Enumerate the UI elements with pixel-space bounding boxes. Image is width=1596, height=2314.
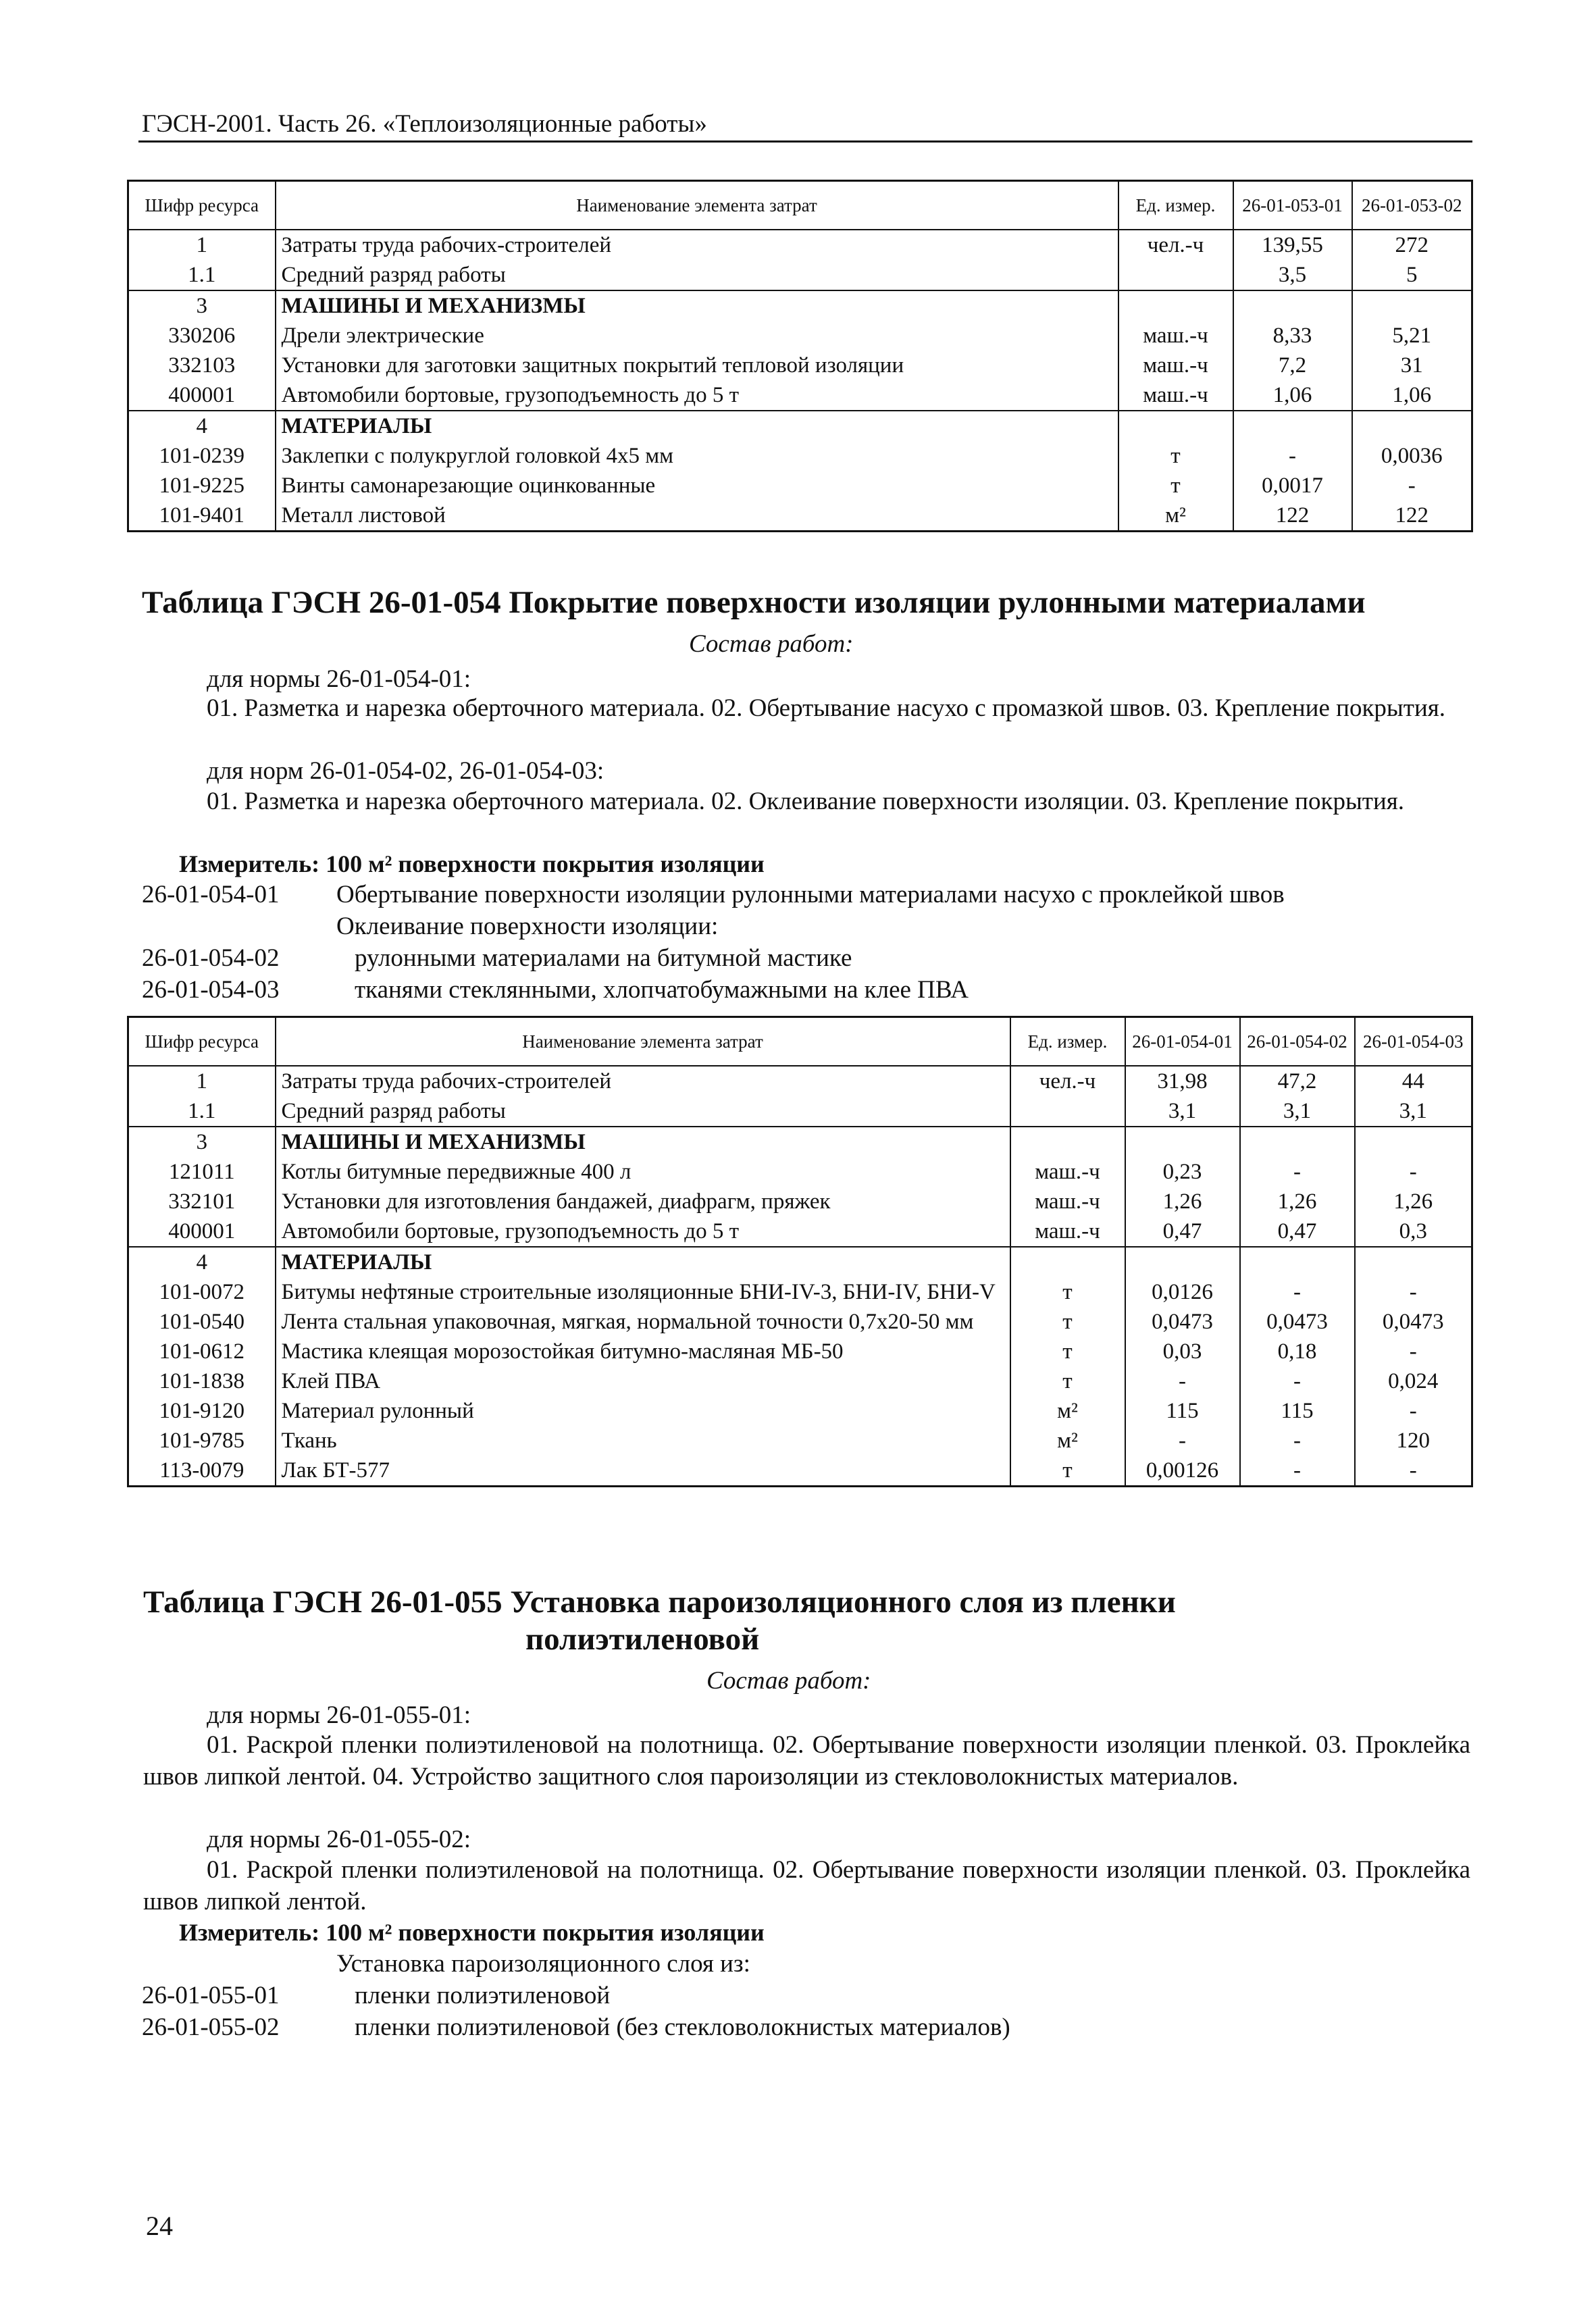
cell-value: 0,47 [1125, 1216, 1240, 1247]
cell-value: - [1240, 1456, 1355, 1487]
cell-unit: маш.-ч [1010, 1187, 1125, 1216]
header-rule [138, 140, 1472, 143]
norm-description: тканями стеклянными, хлопчатобумажными на клее ПВА [355, 976, 969, 1004]
cell-value: 0,024 [1355, 1366, 1472, 1396]
measure-unit: Измеритель: 100 м² поверхности покрытия изоляции [179, 1919, 765, 1946]
norm-label: для нормы 26-01-055-01: [207, 1701, 471, 1729]
cell-value: 0,47 [1240, 1216, 1355, 1247]
table-row [128, 1396, 1472, 1426]
table-row [128, 1456, 1472, 1487]
cell-value [1240, 1247, 1355, 1277]
resource-table-053 [127, 180, 1473, 532]
cell-value: 47,2 [1240, 1066, 1355, 1096]
cell-value [1352, 411, 1472, 441]
cell-code: 3 [128, 290, 276, 321]
cell-unit: т [1010, 1337, 1125, 1366]
col-header-unit: Ед. измер. [1010, 1017, 1125, 1066]
table-row [128, 1366, 1472, 1396]
table-row [128, 1337, 1472, 1366]
cell-value: - [1352, 471, 1472, 500]
col-header-norm-054-03: 26-01-054-03 [1355, 1017, 1472, 1066]
work-description: 01. Раскрой пленки полиэтиленовой на полотнища. 02. Обертывание поверхности изоляции пленкой. 03. Проклейка швов липкой лентой. [143, 1856, 1470, 1916]
norm-intro: Установка пароизоляционного слоя из: [336, 1950, 750, 1978]
cell-value: 0,0126 [1125, 1277, 1240, 1307]
table-row [128, 290, 1472, 321]
cell-value: - [1355, 1456, 1472, 1487]
cell-name: МАШИНЫ И МЕХАНИЗМЫ [276, 1127, 1010, 1157]
col-header-code: Шифр ресурса [128, 181, 276, 230]
cell-name: МАШИНЫ И МЕХАНИЗМЫ [276, 290, 1118, 321]
cell-code: 1 [128, 230, 276, 260]
cell-value: 0,0473 [1355, 1307, 1472, 1337]
cell-unit: м² [1010, 1396, 1125, 1426]
cell-value: 0,0473 [1240, 1307, 1355, 1337]
table-row [128, 1157, 1472, 1187]
table-row [128, 351, 1472, 380]
cell-unit [1118, 260, 1233, 290]
cell-value: - [1355, 1277, 1472, 1307]
norm-label: для норм 26-01-054-02, 26-01-054-03: [207, 757, 604, 785]
cell-value: - [1240, 1366, 1355, 1396]
cell-name: Средний разряд работы [276, 1096, 1010, 1127]
table-row [128, 441, 1472, 471]
cell-unit [1118, 411, 1233, 441]
work-description: 01. Раскрой пленки полиэтиленовой на полотнища. 02. Обертывание поверхности изоляции пленкой. 03. Проклейка швов липкой лентой. 04. Устройство защитного слоя пароизоляции из стекловолокнистых материалов. [143, 1731, 1470, 1791]
cell-value: - [1233, 441, 1352, 471]
cell-value: 5,21 [1352, 321, 1472, 351]
cell-unit: т [1118, 441, 1233, 471]
cell-name: Битумы нефтяные строительные изоляционные БНИ-IV-3, БНИ-IV, БНИ-V [276, 1277, 1010, 1307]
table-row [128, 1307, 1472, 1337]
col-header-norm-053-01: 26-01-053-01 [1233, 181, 1352, 230]
cell-name: Установки для изготовления бандажей, диафрагм, пряжек [276, 1187, 1010, 1216]
cell-value [1240, 1127, 1355, 1157]
cell-name: Автомобили бортовые, грузоподъемность до 5 т [276, 1216, 1010, 1247]
cell-value: 3,1 [1355, 1096, 1472, 1127]
cell-unit: маш.-ч [1118, 321, 1233, 351]
norm-description: пленки полиэтиленовой (без стекловолокнистых материалов) [355, 2013, 1010, 2041]
cell-name: Ткань [276, 1426, 1010, 1456]
cell-value [1125, 1247, 1240, 1277]
table-row [128, 1277, 1472, 1307]
cell-value: 44 [1355, 1066, 1472, 1096]
cell-value: 5 [1352, 260, 1472, 290]
composition-heading: Состав работ: [689, 630, 854, 658]
section-title-054: Таблица ГЭСН 26-01-054 Покрытие поверхности изоляции рулонными материалами [142, 585, 1366, 620]
cell-code: 101-0540 [128, 1307, 276, 1337]
cell-code: 3 [128, 1127, 276, 1157]
cell-code: 101-9401 [128, 500, 276, 532]
cell-value: - [1355, 1157, 1472, 1187]
cell-value: 115 [1125, 1396, 1240, 1426]
cell-name: Винты самонарезающие оцинкованные [276, 471, 1118, 500]
norm-description: Обертывание поверхности изоляции рулонными материалами насухо с проклейкой швов [336, 881, 1285, 908]
cell-code: 332101 [128, 1187, 276, 1216]
cell-value: 1,26 [1125, 1187, 1240, 1216]
cell-name: МАТЕРИАЛЫ [276, 1247, 1010, 1277]
cell-name: Лак БТ-577 [276, 1456, 1010, 1487]
cell-unit: м² [1010, 1426, 1125, 1456]
cell-name: Мастика клеящая морозостойкая битумно-масляная МБ-50 [276, 1337, 1010, 1366]
col-header-unit: Ед. измер. [1118, 181, 1233, 230]
cell-code: 101-0072 [128, 1277, 276, 1307]
cell-value: 115 [1240, 1396, 1355, 1426]
cell-name: Затраты труда рабочих-строителей [276, 230, 1118, 260]
cell-code: 1.1 [128, 1096, 276, 1127]
cell-value: 120 [1355, 1426, 1472, 1456]
cell-name: Лента стальная упаковочная, мягкая, нормальной точности 0,7х20-50 мм [276, 1307, 1010, 1337]
composition-heading: Состав работ: [706, 1667, 871, 1695]
norm-description: рулонными материалами на битумной мастике [355, 944, 852, 972]
table-row [128, 230, 1472, 260]
measure-unit: Измеритель: 100 м² поверхности покрытия изоляции [179, 850, 765, 877]
cell-unit [1010, 1096, 1125, 1127]
cell-unit: маш.-ч [1118, 351, 1233, 380]
cell-name: Котлы битумные передвижные 400 л [276, 1157, 1010, 1187]
cell-unit: т [1010, 1307, 1125, 1337]
norm-label: для нормы 26-01-055-02: [207, 1826, 471, 1853]
cell-name: МАТЕРИАЛЫ [276, 411, 1118, 441]
norm-description: пленки полиэтиленовой [355, 1982, 611, 2009]
cell-code: 101-0239 [128, 441, 276, 471]
cell-name: Металл листовой [276, 500, 1118, 532]
cell-code: 330206 [128, 321, 276, 351]
cell-code: 1.1 [128, 260, 276, 290]
cell-value: - [1125, 1366, 1240, 1396]
cell-unit: маш.-ч [1010, 1157, 1125, 1187]
table-row [128, 1127, 1472, 1157]
cell-value: 0,18 [1240, 1337, 1355, 1366]
work-description: 01. Разметка и нарезка оберточного материала. 02. Оклеивание поверхности изоляции. 03. Крепление покрытия. [207, 788, 1405, 815]
cell-value [1233, 290, 1352, 321]
cell-value: 272 [1352, 230, 1472, 260]
norm-code: 26-01-055-01 [142, 1982, 280, 2009]
cell-code: 332103 [128, 351, 276, 380]
cell-code: 113-0079 [128, 1456, 276, 1487]
col-header-name: Наименование элемента затрат [276, 181, 1118, 230]
table-row [128, 500, 1472, 532]
norm-code: 26-01-054-02 [142, 944, 280, 972]
resource-table-054 [127, 1016, 1473, 1487]
table-row [128, 1216, 1472, 1247]
cell-unit: т [1010, 1277, 1125, 1307]
cell-value: 0,0473 [1125, 1307, 1240, 1337]
cell-code: 101-9225 [128, 471, 276, 500]
col-header-name: Наименование элемента затрат [276, 1017, 1010, 1066]
cell-value: 31 [1352, 351, 1472, 380]
running-header: ГЭСН-2001. Часть 26. «Теплоизоляционные работы» [142, 110, 707, 138]
cell-unit: маш.-ч [1010, 1216, 1125, 1247]
cell-unit: чел.-ч [1118, 230, 1233, 260]
cell-value: - [1125, 1426, 1240, 1456]
table-row [128, 1187, 1472, 1216]
cell-name: Затраты труда рабочих-строителей [276, 1066, 1010, 1096]
cell-name: Установки для заготовки защитных покрытий тепловой изоляции [276, 351, 1118, 380]
page-number: 24 [146, 2211, 173, 2241]
cell-value: 1,26 [1240, 1187, 1355, 1216]
cell-value: 0,0017 [1233, 471, 1352, 500]
norm-label: для нормы 26-01-054-01: [207, 665, 471, 693]
cell-value: 122 [1233, 500, 1352, 532]
cell-value: 0,00126 [1125, 1456, 1240, 1487]
cell-value: 0,03 [1125, 1337, 1240, 1366]
cell-name: Автомобили бортовые, грузоподъемность до 5 т [276, 380, 1118, 411]
cell-unit: м² [1118, 500, 1233, 532]
cell-name: Материал рулонный [276, 1396, 1010, 1426]
cell-name: Средний разряд работы [276, 260, 1118, 290]
cell-name: Клей ПВА [276, 1366, 1010, 1396]
cell-value [1352, 290, 1472, 321]
cell-code: 101-1838 [128, 1366, 276, 1396]
cell-value: 7,2 [1233, 351, 1352, 380]
norm-code: 26-01-054-01 [142, 881, 280, 908]
norm-code: 26-01-054-03 [142, 976, 280, 1004]
cell-value: 122 [1352, 500, 1472, 532]
cell-value: 31,98 [1125, 1066, 1240, 1096]
cell-name: Заклепки с полукруглой головкой 4х5 мм [276, 441, 1118, 471]
table-row [128, 471, 1472, 500]
work-description: 01. Разметка и нарезка оберточного материала. 02. Обертывание насухо с промазкой швов. 03. Крепление покрытия. [207, 694, 1446, 722]
col-header-code: Шифр ресурса [128, 1017, 276, 1066]
cell-value: 1,06 [1352, 380, 1472, 411]
table-row [128, 1247, 1472, 1277]
cell-value: 3,1 [1125, 1096, 1240, 1127]
cell-unit [1010, 1247, 1125, 1277]
cell-value: 3,1 [1240, 1096, 1355, 1127]
table-row [128, 1066, 1472, 1096]
cell-code: 101-0612 [128, 1337, 276, 1366]
cell-value: 0,23 [1125, 1157, 1240, 1187]
table-row [128, 260, 1472, 290]
cell-value: 1,06 [1233, 380, 1352, 411]
cell-value: 3,5 [1233, 260, 1352, 290]
cell-unit: т [1010, 1366, 1125, 1396]
cell-value: 1,26 [1355, 1187, 1472, 1216]
cell-code: 4 [128, 411, 276, 441]
table-row [128, 1096, 1472, 1127]
cell-code: 1 [128, 1066, 276, 1096]
cell-unit [1118, 290, 1233, 321]
cell-value: 0,0036 [1352, 441, 1472, 471]
section-title-055-cont: полиэтиленовой [525, 1622, 760, 1657]
cell-value: - [1355, 1396, 1472, 1426]
table-row [128, 1426, 1472, 1456]
cell-value: - [1240, 1426, 1355, 1456]
cell-value [1355, 1127, 1472, 1157]
col-header-norm-054-01: 26-01-054-01 [1125, 1017, 1240, 1066]
cell-unit: т [1118, 471, 1233, 500]
cell-unit: т [1010, 1456, 1125, 1487]
cell-code: 101-9120 [128, 1396, 276, 1426]
cell-value: 139,55 [1233, 230, 1352, 260]
col-header-norm-054-02: 26-01-054-02 [1240, 1017, 1355, 1066]
cell-code: 101-9785 [128, 1426, 276, 1456]
cell-value: - [1240, 1277, 1355, 1307]
cell-value: 8,33 [1233, 321, 1352, 351]
table-row [128, 321, 1472, 351]
cell-code: 400001 [128, 380, 276, 411]
norm-code: 26-01-055-02 [142, 2013, 280, 2041]
section-title-055: Таблица ГЭСН 26-01-055 Установка пароизоляционного слоя из пленки [143, 1585, 1176, 1620]
cell-value [1355, 1247, 1472, 1277]
cell-name: Дрели электрические [276, 321, 1118, 351]
cell-code: 4 [128, 1247, 276, 1277]
col-header-norm-053-02: 26-01-053-02 [1352, 181, 1472, 230]
cell-value: - [1240, 1157, 1355, 1187]
table-row [128, 411, 1472, 441]
cell-unit: чел.-ч [1010, 1066, 1125, 1096]
cell-code: 400001 [128, 1216, 276, 1247]
cell-value [1233, 411, 1352, 441]
cell-unit [1010, 1127, 1125, 1157]
norm-description: Оклеивание поверхности изоляции: [336, 912, 719, 940]
table-row [128, 380, 1472, 411]
cell-code: 121011 [128, 1157, 276, 1187]
cell-value: 0,3 [1355, 1216, 1472, 1247]
cell-value [1125, 1127, 1240, 1157]
cell-value: - [1355, 1337, 1472, 1366]
cell-unit: маш.-ч [1118, 380, 1233, 411]
